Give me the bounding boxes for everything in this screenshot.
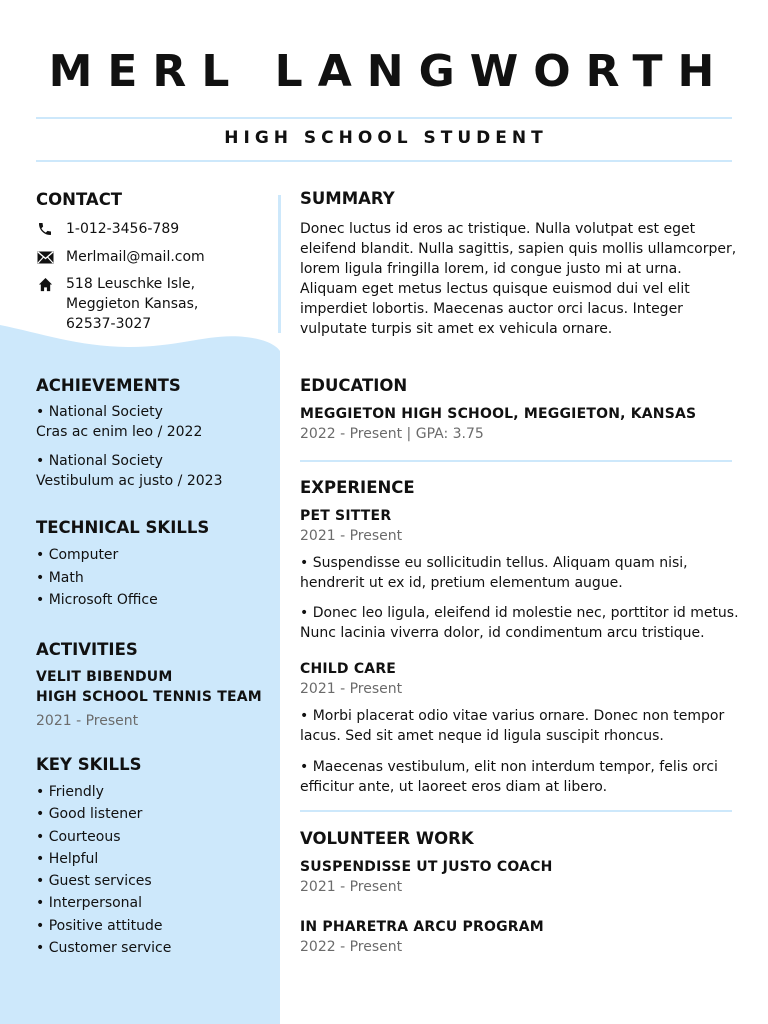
summary-line: Aliquam eget metus lectus quisque euismod dui vel elit	[300, 281, 690, 297]
bullet-line: efficitur ante, ut laoreet eros diam at libero.	[300, 779, 608, 795]
key-skills-list	[36, 781, 171, 959]
job-title: CHILD CARE	[300, 661, 397, 677]
home-icon	[36, 274, 54, 294]
summary-line: imperdiet lobortis. Maecenas auctor orci lacus. Integer	[300, 301, 683, 317]
achievement-detail: Cras ac enim leo / 2022	[36, 424, 203, 440]
job-bullet	[300, 757, 718, 797]
summary-line: eleifend blandit. Nulla sagittis, sapien quis mollis ullamcorper,	[300, 241, 737, 257]
volunteer-dates: 2021 - Present	[300, 879, 403, 895]
list-item: • Guest services	[36, 873, 152, 890]
job-title: PET SITTER	[300, 508, 392, 524]
list-item: • Interpersonal	[36, 895, 143, 912]
bullet-line: • Suspendisse eu sollicitudin tellus. Aliquam quam nisi,	[300, 555, 688, 571]
volunteer-title: IN PHARETRA ARCU PROGRAM	[300, 919, 544, 935]
volunteer-dates: 2022 - Present	[300, 939, 403, 955]
candidate-name: MERL LANGWORTH	[48, 46, 730, 97]
header-rule-bottom	[36, 160, 732, 162]
address-line-3: 62537-3027	[66, 316, 152, 332]
summary-line: vulputate turpis sit amet ex vehicula ornare.	[300, 321, 613, 337]
summary-heading: SUMMARY	[300, 189, 395, 208]
experience-heading: EXPERIENCE	[300, 478, 415, 497]
list-item: • Customer service	[36, 940, 172, 957]
summary-text	[300, 219, 736, 339]
header-rule-top	[36, 117, 732, 119]
list-item: • Positive attitude	[36, 917, 163, 934]
job-bullet	[300, 706, 724, 746]
phone-icon	[36, 219, 54, 239]
contact-email[interactable]: Merlmail@mail.com	[66, 249, 205, 265]
contact-phone-row	[36, 219, 179, 239]
list-item: • Helpful	[36, 850, 99, 867]
technical-skills-list	[36, 544, 158, 612]
job-bullet	[300, 603, 739, 643]
list-item: • Computer	[36, 547, 119, 563]
education-details: 2022 - Present | GPA: 3.75	[300, 426, 484, 442]
contact-address-row	[36, 274, 198, 334]
list-item: • Friendly	[36, 784, 104, 800]
list-item: • Good listener	[36, 806, 143, 823]
contact-phone[interactable]: 1-012-3456-789	[66, 221, 180, 237]
column-divider	[278, 195, 281, 333]
list-item: • Microsoft Office	[36, 592, 158, 608]
bullet-line: lacus. Sed sit amet neque id ligula suscipit rhoncus.	[300, 728, 664, 744]
achievement-item	[36, 402, 202, 442]
bullet-line: hendrerit ut ex id, pretium elementum augue.	[300, 575, 623, 591]
summary-line: Donec luctus id eros ac tristique. Nulla volutpat est eget	[300, 221, 696, 237]
achievement-item	[36, 451, 222, 491]
bullet-line: Nunc lacinia viverra dolor, id condimentum arcu tristique.	[300, 625, 705, 641]
section-divider	[300, 810, 732, 812]
job-bullet	[300, 553, 688, 593]
achievement-title: • National Society	[36, 453, 163, 469]
bullet-line: • Morbi placerat odio vitae varius ornare. Donec non tempor	[300, 708, 725, 724]
achievement-title: • National Society	[36, 404, 163, 420]
job-dates: 2021 - Present	[300, 681, 403, 697]
activity-dates: 2021 - Present	[36, 713, 139, 729]
list-item: • Courteous	[36, 828, 121, 845]
bullet-line: • Donec leo ligula, eleifend id molestie nec, porttitor id metus.	[300, 605, 739, 621]
achievement-detail: Vestibulum ac justo / 2023	[36, 473, 223, 489]
education-heading: EDUCATION	[300, 376, 408, 395]
contact-email-row	[36, 247, 205, 267]
activity-team: HIGH SCHOOL TENNIS TEAM	[36, 689, 262, 705]
volunteer-title: SUSPENDISSE UT JUSTO COACH	[300, 859, 553, 875]
activities-heading: ACTIVITIES	[36, 640, 138, 659]
contact-address	[66, 274, 198, 334]
contact-heading: CONTACT	[36, 190, 123, 209]
address-line-2: Meggieton Kansas,	[66, 296, 199, 312]
technical-skills-heading: TECHNICAL SKILLS	[36, 518, 210, 537]
mail-icon	[36, 247, 54, 267]
activity-name: VELIT BIBENDUM	[36, 669, 173, 685]
list-item: • Math	[36, 569, 84, 586]
achievements-heading: ACHIEVEMENTS	[36, 376, 181, 395]
school-name: MEGGIETON HIGH SCHOOL, MEGGIETON, KANSAS	[300, 406, 697, 422]
candidate-role: HIGH SCHOOL STUDENT	[224, 128, 548, 148]
bullet-line: • Maecenas vestibulum, elit non interdum tempor, felis orci	[300, 759, 718, 775]
address-line-1: 518 Leuschke Isle,	[66, 276, 196, 292]
summary-line: lorem ligula fringilla lorem, id congue justo mi at urna.	[300, 261, 682, 277]
key-skills-heading: KEY SKILLS	[36, 755, 142, 774]
section-divider	[300, 460, 732, 462]
volunteer-heading: VOLUNTEER WORK	[300, 829, 474, 848]
job-dates: 2021 - Present	[300, 528, 403, 544]
